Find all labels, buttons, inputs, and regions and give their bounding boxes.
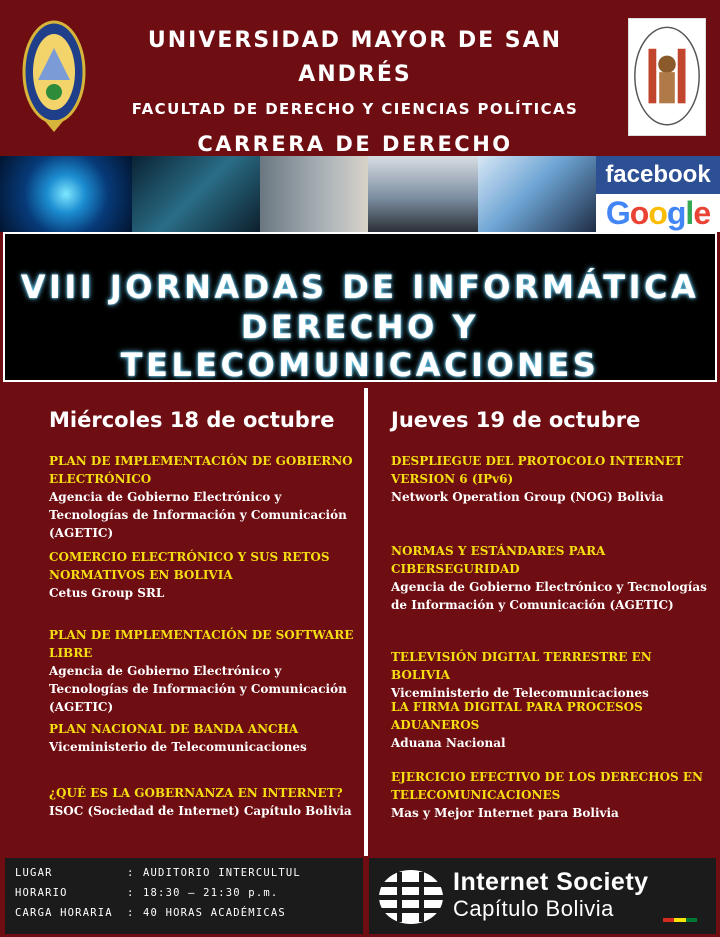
faculty-name: FACULTAD DE DERECHO Y CIENCIAS POLÍTICAS [131, 100, 579, 118]
info-row-schedule [15, 884, 278, 902]
agenda-item-title: ¿QUÉ ES LA GOBERNANZA EN INTERNET? [49, 786, 343, 800]
agenda-item-title: LA FIRMA DIGITAL PARA PROCESOS ADUANEROS [391, 700, 643, 732]
agenda-item-title: TELEVISIÓN DIGITAL TERRESTRE EN BOLIVIA [391, 650, 652, 682]
agenda-item-speaker: ISOC (Sociedad de Internet) Capítulo Bolivia [49, 804, 352, 818]
event-info-box [5, 858, 363, 934]
day-column-thursday [369, 388, 716, 856]
social-logos [596, 156, 720, 232]
agenda-item-speaker: Network Operation Group (NOG) Bolivia [391, 490, 664, 504]
agenda-item [49, 784, 359, 820]
bolivia-flag-stripe [663, 918, 697, 922]
tech-photo-screens [368, 156, 478, 232]
agenda-item-speaker: Aduana Nacional [391, 736, 506, 750]
agenda-item-speaker: Cetus Group SRL [49, 586, 165, 600]
agenda-item-speaker: Agencia de Gobierno Electrónico y Tecnologías de Información y Comunicación (AGETIC) [49, 490, 347, 540]
sponsor-chapter: Capítulo Bolivia [453, 896, 614, 921]
agenda-item [391, 648, 711, 702]
facebook-logo: facebook [596, 156, 720, 194]
photo-strip [0, 156, 720, 232]
agenda-item-speaker: Agencia de Gobierno Electrónico y Tecnologías de Información y Comunicación (AGETIC) [391, 580, 707, 612]
university-name: UNIVERSIDAD MAYOR DE SAN ANDRÉS [147, 28, 563, 87]
agenda-item [49, 452, 359, 542]
google-logo: Google [596, 194, 720, 232]
agenda-item-speaker: Mas y Mejor Internet para Bolivia [391, 806, 619, 820]
header [0, 0, 720, 156]
agenda-item [391, 542, 711, 614]
info-row-hours [15, 904, 286, 922]
info-separator: : [127, 907, 135, 919]
agenda-item [391, 452, 711, 506]
agenda-item [49, 626, 359, 716]
tech-photo-map [260, 156, 368, 232]
agenda-item-title: DESPLIEGUE DEL PROTOCOLO INTERNET VERSION 6 (IPv6) [391, 454, 684, 486]
sponsor-name: Internet Society [453, 868, 649, 896]
info-value: 40 HORAS ACADÉMICAS [143, 907, 286, 919]
agenda-item-title: EJERCICIO EFECTIVO DE LOS DERECHOS EN TELECOMUNICACIONES [391, 770, 703, 802]
career-name: CARRERA DE DERECHO [197, 132, 513, 156]
agenda-item [391, 698, 711, 752]
tech-photo-businessman [132, 156, 260, 232]
info-separator: : [127, 867, 135, 879]
agenda-item-title: PLAN NACIONAL DE BANDA ANCHA [49, 722, 299, 736]
info-row-venue [15, 864, 301, 882]
agenda-item [391, 768, 711, 822]
agenda-item [49, 548, 359, 602]
info-key: CARGA HORARIA [15, 907, 113, 919]
sponsor-logo [369, 858, 716, 934]
agenda-item-title: NORMAS Y ESTÁNDARES PARA CIBERSEGURIDAD [391, 544, 606, 576]
info-separator: : [127, 887, 135, 899]
info-value: AUDITORIO INTERCULTUL [143, 867, 301, 879]
day-column-wednesday [5, 388, 363, 856]
tech-photo-headset [478, 156, 596, 232]
event-title-line-2: DERECHO Y TELECOMUNICACIONES [120, 308, 600, 384]
column-divider [364, 388, 368, 856]
agenda-item [49, 720, 359, 756]
info-key: HORARIO [15, 887, 68, 899]
tech-photo-globe [0, 156, 132, 232]
info-value: 18:30 — 21:30 p.m. [143, 887, 279, 899]
day-title: Miércoles 18 de octubre [49, 408, 335, 432]
isoc-globe-icon [377, 868, 445, 926]
faculty-seal-icon [628, 18, 706, 136]
event-title-line-1: VIII JORNADAS DE INFORMÁTICA [20, 268, 700, 306]
footer [0, 858, 720, 937]
agenda-item-speaker: Agencia de Gobierno Electrónico y Tecnologías de Información y Comunicación (AGETIC) [49, 664, 347, 714]
agenda-item-title: PLAN DE IMPLEMENTACIÓN DE GOBIERNO ELECTRÓNICO [49, 454, 353, 486]
agenda-item-speaker: Viceministerio de Telecomunicaciones [49, 740, 307, 754]
agenda-item-title: PLAN DE IMPLEMENTACIÓN DE SOFTWARE LIBRE [49, 628, 354, 660]
day-title: Jueves 19 de octubre [391, 408, 641, 432]
event-title-band [3, 232, 717, 382]
university-seal-icon [22, 20, 86, 136]
agenda-item-title: COMERCIO ELECTRÓNICO Y SUS RETOS NORMATIVOS EN BOLIVIA [49, 550, 330, 582]
info-key: LUGAR [15, 867, 53, 879]
agenda-item-speaker: Viceministerio de Telecomunicaciones [391, 686, 649, 700]
